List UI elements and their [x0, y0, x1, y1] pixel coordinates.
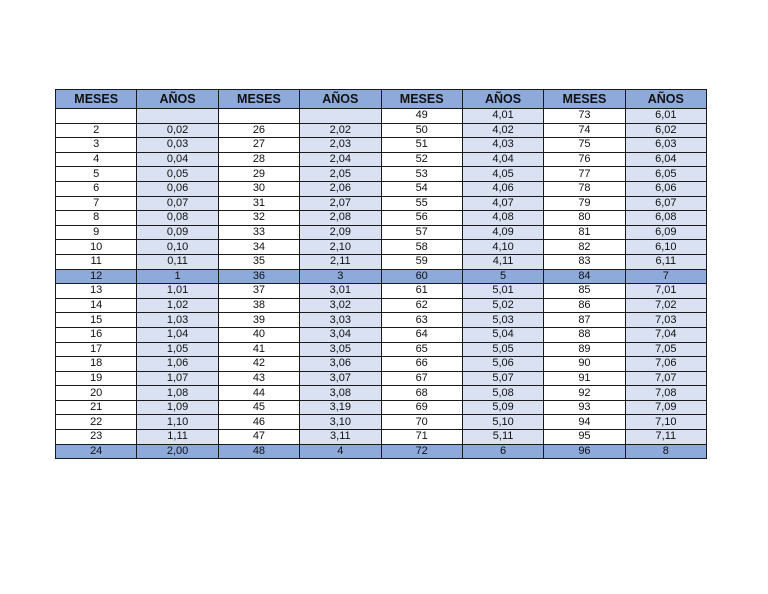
years-cell: 4,09	[462, 225, 543, 240]
months-cell: 46	[218, 415, 299, 430]
years-cell: 8	[625, 444, 706, 459]
years-cell: 6,10	[625, 240, 706, 255]
table-row	[56, 211, 707, 226]
months-cell: 91	[544, 371, 625, 386]
months-cell: 47	[218, 430, 299, 445]
months-cell: 61	[381, 284, 462, 299]
months-cell: 24	[56, 444, 137, 459]
years-cell: 5,03	[462, 313, 543, 328]
months-cell: 55	[381, 196, 462, 211]
table-row	[56, 269, 707, 284]
years-cell: 5,02	[462, 298, 543, 313]
table-row	[56, 123, 707, 138]
months-cell: 71	[381, 430, 462, 445]
months-cell: 21	[56, 400, 137, 415]
years-cell: 2,10	[300, 240, 381, 255]
years-cell: 7,06	[625, 357, 706, 372]
months-cell: 87	[544, 313, 625, 328]
years-cell: 7,01	[625, 284, 706, 299]
years-cell: 0,11	[137, 254, 218, 269]
table-body	[56, 109, 707, 459]
table-row	[56, 284, 707, 299]
years-cell: 5,05	[462, 342, 543, 357]
months-cell: 33	[218, 225, 299, 240]
years-cell: 4,04	[462, 152, 543, 167]
years-cell: 0,02	[137, 123, 218, 138]
months-cell	[218, 109, 299, 124]
months-cell: 73	[544, 109, 625, 124]
header-anos-1: AÑOS	[137, 90, 218, 109]
months-cell: 11	[56, 254, 137, 269]
months-cell: 80	[544, 211, 625, 226]
table-row	[56, 225, 707, 240]
months-cell: 68	[381, 386, 462, 401]
months-cell: 10	[56, 240, 137, 255]
months-cell: 49	[381, 109, 462, 124]
months-cell: 89	[544, 342, 625, 357]
years-cell: 7,10	[625, 415, 706, 430]
months-cell: 13	[56, 284, 137, 299]
months-cell: 69	[381, 400, 462, 415]
months-cell: 18	[56, 357, 137, 372]
table-row	[56, 254, 707, 269]
months-cell: 35	[218, 254, 299, 269]
years-cell: 1,07	[137, 371, 218, 386]
months-cell: 88	[544, 327, 625, 342]
years-cell: 0,08	[137, 211, 218, 226]
years-cell: 2,11	[300, 254, 381, 269]
months-cell: 95	[544, 430, 625, 445]
years-cell: 5,09	[462, 400, 543, 415]
months-cell: 45	[218, 400, 299, 415]
months-cell: 14	[56, 298, 137, 313]
header-anos-4: AÑOS	[625, 90, 706, 109]
years-cell: 5,01	[462, 284, 543, 299]
years-cell: 6,04	[625, 152, 706, 167]
years-cell: 3,19	[300, 400, 381, 415]
years-cell: 6,02	[625, 123, 706, 138]
years-cell: 5	[462, 269, 543, 284]
months-cell: 75	[544, 138, 625, 153]
years-cell: 6,06	[625, 181, 706, 196]
months-cell: 63	[381, 313, 462, 328]
months-cell: 2	[56, 123, 137, 138]
table-row	[56, 109, 707, 124]
years-cell: 3,02	[300, 298, 381, 313]
months-cell: 57	[381, 225, 462, 240]
months-cell: 64	[381, 327, 462, 342]
years-cell: 1,11	[137, 430, 218, 445]
months-cell: 20	[56, 386, 137, 401]
table-row	[56, 357, 707, 372]
years-cell	[300, 109, 381, 124]
table-row	[56, 371, 707, 386]
years-cell: 6,08	[625, 211, 706, 226]
months-cell: 30	[218, 181, 299, 196]
table-row	[56, 138, 707, 153]
years-cell: 6,11	[625, 254, 706, 269]
years-cell: 1,03	[137, 313, 218, 328]
years-cell	[137, 109, 218, 124]
years-cell: 4	[300, 444, 381, 459]
years-cell: 1,01	[137, 284, 218, 299]
months-cell: 92	[544, 386, 625, 401]
years-cell: 7,02	[625, 298, 706, 313]
months-cell: 82	[544, 240, 625, 255]
months-cell: 39	[218, 313, 299, 328]
years-cell: 3	[300, 269, 381, 284]
months-cell: 8	[56, 211, 137, 226]
months-cell: 66	[381, 357, 462, 372]
years-cell: 6,03	[625, 138, 706, 153]
years-cell: 4,01	[462, 109, 543, 124]
months-cell: 7	[56, 196, 137, 211]
months-cell: 84	[544, 269, 625, 284]
years-cell: 2,03	[300, 138, 381, 153]
years-cell: 3,08	[300, 386, 381, 401]
months-cell: 76	[544, 152, 625, 167]
months-cell: 42	[218, 357, 299, 372]
months-cell: 70	[381, 415, 462, 430]
years-cell: 7,08	[625, 386, 706, 401]
years-cell: 2,07	[300, 196, 381, 211]
years-cell: 5,06	[462, 357, 543, 372]
years-cell: 0,05	[137, 167, 218, 182]
years-cell: 4,11	[462, 254, 543, 269]
months-cell: 9	[56, 225, 137, 240]
table-row	[56, 444, 707, 459]
months-cell: 48	[218, 444, 299, 459]
table-row	[56, 400, 707, 415]
years-cell: 6	[462, 444, 543, 459]
months-cell: 78	[544, 181, 625, 196]
months-cell: 19	[56, 371, 137, 386]
years-cell: 5,07	[462, 371, 543, 386]
header-meses-3: MESES	[381, 90, 462, 109]
table-row	[56, 430, 707, 445]
months-cell: 50	[381, 123, 462, 138]
years-cell: 2,08	[300, 211, 381, 226]
years-cell: 6,09	[625, 225, 706, 240]
years-cell: 6,01	[625, 109, 706, 124]
years-cell: 3,03	[300, 313, 381, 328]
months-cell: 94	[544, 415, 625, 430]
months-cell: 28	[218, 152, 299, 167]
years-cell: 6,05	[625, 167, 706, 182]
months-cell: 90	[544, 357, 625, 372]
years-cell: 1,10	[137, 415, 218, 430]
years-cell: 7,03	[625, 313, 706, 328]
months-cell: 85	[544, 284, 625, 299]
months-cell: 86	[544, 298, 625, 313]
months-cell: 96	[544, 444, 625, 459]
months-cell: 26	[218, 123, 299, 138]
years-cell: 5,11	[462, 430, 543, 445]
table-row	[56, 415, 707, 430]
years-cell: 7,07	[625, 371, 706, 386]
years-cell: 5,04	[462, 327, 543, 342]
months-cell: 29	[218, 167, 299, 182]
years-cell: 3,04	[300, 327, 381, 342]
years-cell: 5,10	[462, 415, 543, 430]
months-cell: 27	[218, 138, 299, 153]
years-cell: 1	[137, 269, 218, 284]
table-row	[56, 181, 707, 196]
years-cell: 3,05	[300, 342, 381, 357]
years-cell: 1,08	[137, 386, 218, 401]
years-cell: 4,10	[462, 240, 543, 255]
years-cell: 4,05	[462, 167, 543, 182]
years-cell: 4,02	[462, 123, 543, 138]
months-cell: 60	[381, 269, 462, 284]
table-header	[56, 90, 707, 109]
header-row	[56, 90, 707, 109]
months-cell: 67	[381, 371, 462, 386]
years-cell: 1,04	[137, 327, 218, 342]
months-cell: 16	[56, 327, 137, 342]
header-meses-2: MESES	[218, 90, 299, 109]
months-cell: 22	[56, 415, 137, 430]
months-cell: 58	[381, 240, 462, 255]
years-cell: 7	[625, 269, 706, 284]
years-cell: 3,10	[300, 415, 381, 430]
months-cell: 31	[218, 196, 299, 211]
table-row	[56, 240, 707, 255]
years-cell: 4,03	[462, 138, 543, 153]
months-cell: 79	[544, 196, 625, 211]
years-cell: 3,11	[300, 430, 381, 445]
years-cell: 1,02	[137, 298, 218, 313]
months-cell: 53	[381, 167, 462, 182]
months-cell: 3	[56, 138, 137, 153]
months-cell: 6	[56, 181, 137, 196]
months-cell: 37	[218, 284, 299, 299]
header-anos-2: AÑOS	[300, 90, 381, 109]
months-cell: 23	[56, 430, 137, 445]
years-cell: 7,05	[625, 342, 706, 357]
months-cell: 41	[218, 342, 299, 357]
years-cell: 0,03	[137, 138, 218, 153]
years-cell: 0,04	[137, 152, 218, 167]
years-cell: 4,08	[462, 211, 543, 226]
months-cell: 15	[56, 313, 137, 328]
years-cell: 2,02	[300, 123, 381, 138]
years-cell: 1,05	[137, 342, 218, 357]
years-cell: 6,07	[625, 196, 706, 211]
table-row	[56, 167, 707, 182]
months-cell: 83	[544, 254, 625, 269]
years-cell: 1,09	[137, 400, 218, 415]
years-cell: 0,09	[137, 225, 218, 240]
months-cell: 65	[381, 342, 462, 357]
years-cell: 1,06	[137, 357, 218, 372]
months-cell: 44	[218, 386, 299, 401]
months-cell: 74	[544, 123, 625, 138]
years-cell: 2,06	[300, 181, 381, 196]
months-cell: 59	[381, 254, 462, 269]
months-cell: 43	[218, 371, 299, 386]
header-meses-4: MESES	[544, 90, 625, 109]
years-cell: 2,04	[300, 152, 381, 167]
months-cell: 34	[218, 240, 299, 255]
months-cell: 32	[218, 211, 299, 226]
table-row	[56, 298, 707, 313]
months-cell: 5	[56, 167, 137, 182]
years-cell: 3,01	[300, 284, 381, 299]
table-row	[56, 196, 707, 211]
months-cell: 17	[56, 342, 137, 357]
months-cell: 72	[381, 444, 462, 459]
months-cell: 4	[56, 152, 137, 167]
months-cell: 51	[381, 138, 462, 153]
header-anos-3: AÑOS	[462, 90, 543, 109]
years-cell: 0,06	[137, 181, 218, 196]
years-cell: 4,07	[462, 196, 543, 211]
months-cell: 52	[381, 152, 462, 167]
months-cell: 62	[381, 298, 462, 313]
months-cell: 36	[218, 269, 299, 284]
years-cell: 2,05	[300, 167, 381, 182]
table-row	[56, 152, 707, 167]
header-meses-1: MESES	[56, 90, 137, 109]
years-cell: 7,09	[625, 400, 706, 415]
months-cell	[56, 109, 137, 124]
months-cell: 81	[544, 225, 625, 240]
table-row	[56, 313, 707, 328]
years-cell: 2,00	[137, 444, 218, 459]
months-cell: 54	[381, 181, 462, 196]
months-cell: 93	[544, 400, 625, 415]
table-row	[56, 327, 707, 342]
years-cell: 7,04	[625, 327, 706, 342]
months-cell: 38	[218, 298, 299, 313]
table-row	[56, 342, 707, 357]
months-cell: 56	[381, 211, 462, 226]
months-years-table	[55, 89, 707, 459]
years-cell: 5,08	[462, 386, 543, 401]
years-cell: 2,09	[300, 225, 381, 240]
years-cell: 4,06	[462, 181, 543, 196]
years-cell: 0,10	[137, 240, 218, 255]
years-cell: 3,06	[300, 357, 381, 372]
years-cell: 7,11	[625, 430, 706, 445]
table-row	[56, 386, 707, 401]
years-cell: 3,07	[300, 371, 381, 386]
months-cell: 40	[218, 327, 299, 342]
months-cell: 77	[544, 167, 625, 182]
years-cell: 0,07	[137, 196, 218, 211]
months-cell: 12	[56, 269, 137, 284]
